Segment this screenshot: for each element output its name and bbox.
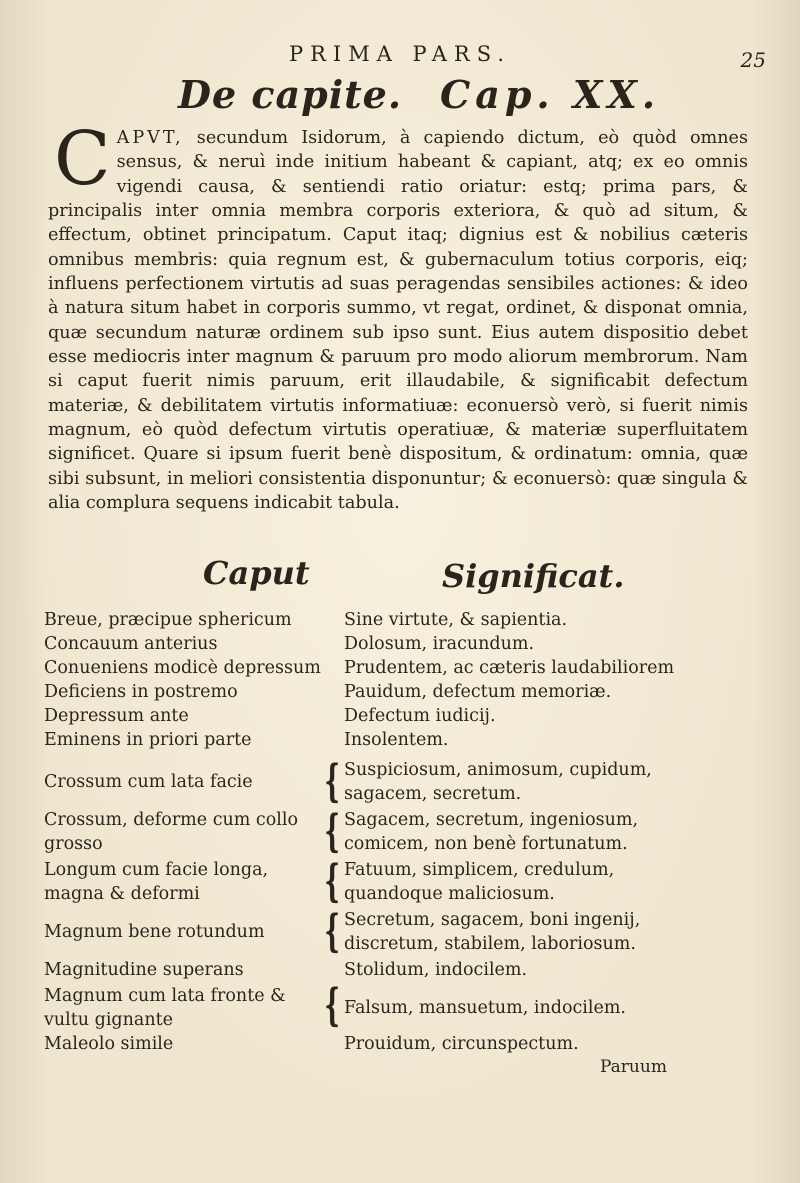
head-meaning: Falsum, mansuetum, indocilem. xyxy=(344,998,626,1018)
head-type: Magnitudine superans xyxy=(44,960,244,980)
drop-cap-initial: C xyxy=(54,116,111,202)
head-type: Conueniens modicè depressum xyxy=(44,658,321,678)
head-meaning: Stolidum, indocilem. xyxy=(344,960,528,980)
chapter-number: Cap. XX. xyxy=(440,72,661,117)
head-meaning: Insolentem. xyxy=(344,730,449,750)
head-type: Crossum cum lata facie xyxy=(44,772,253,792)
head-type: Magnum bene rotundum xyxy=(44,922,265,942)
head-meaning: Prudentem, ac cæteris laudabiliorem xyxy=(344,658,675,678)
head-meaning: Defectum iudicij. xyxy=(344,706,496,726)
catchword: Paruum xyxy=(600,1057,667,1077)
head-meaning: Pauidum, defectum memoriæ. xyxy=(344,682,612,702)
brace-glyph: { xyxy=(324,856,340,907)
head-type: Maleolo simile xyxy=(44,1034,174,1054)
lead-word: APVT, xyxy=(116,128,184,148)
brace-glyph: { xyxy=(324,906,340,957)
head-type: Concauum anterius xyxy=(44,634,218,654)
head-meaning: Sagacem, secretum, ingeniosum, comicem, non benè fortunatum. xyxy=(344,810,639,854)
paragraph-text: secundum Isidorum, à capiendo dictum, eò quòd omnes sensus, & neruì inde initium habeant & capiant, atq; ex eo omnis vigendi causa, & sentiendi ratio oriatur: estq; prima pars, & principalis inter omnia membra corporis exteriora, & quò ad situm, & effectum, obtinet principatum. Caput itaq; dignius est & nobilius cæteris omnibus membris: quia regnum est, & gubernaculum totius corporis, eiq; influens perfectionem virtutis ad suas peragendas sensibiles actiones: & ideo à natura situm habet in corporis summo, vt regat, ordinet, & disponat omnia, quæ secundum naturæ ordinem sub ipso sunt. Eius autem dispositio debet esse mediocris inter magnum & paruum pro modo aliorum membrorum. Nam si caput fuerit nimis paruum, erit illaudabile, & significabit defectum materiæ, & debilitatem virtutis informatiuæ: econuersò verò, si fuerit nimis magnum, eò quòd defectum virtutis operatiuæ, & materiæ superfluitatem significet. Quare si ipsum fuerit benè dispositum, & ordinatum: omnia, quæ sibi subsunt, in meliori consistentia disponuntur; & econuersò: quæ singula & alia complura sequens indicabit tabula. xyxy=(48,128,748,514)
body-paragraph xyxy=(48,116,748,516)
head-type: Deficiens in postremo xyxy=(44,682,238,702)
head-type: Breue, præcipue sphericum xyxy=(44,610,292,630)
brace-glyph: { xyxy=(324,756,340,807)
head-meaning: Prouidum, circunspectum. xyxy=(344,1034,579,1054)
head-meaning: Sine virtute, & sapientia. xyxy=(344,610,568,630)
brace-glyph: { xyxy=(324,980,340,1031)
table-head-significat: Significat. xyxy=(442,557,625,595)
head-type: Depressum ante xyxy=(44,706,189,726)
brace-glyph: { xyxy=(324,806,340,857)
head-meaning: Suspiciosum, animosum, cupidum, sagacem, secretum. xyxy=(344,760,652,804)
head-type: Magnum cum lata fronte & vultu gignante xyxy=(44,986,286,1030)
page-number: 25 xyxy=(740,48,766,72)
chapter-title: De capite. xyxy=(178,72,403,117)
head-meaning: Dolosum, iracundum. xyxy=(344,634,535,654)
running-head: PRIMA PARS. xyxy=(288,42,512,66)
head-meaning: Secretum, sagacem, boni ingenij, discretum, stabilem, laboriosum. xyxy=(344,910,641,954)
head-type: Crossum, deforme cum collo grosso xyxy=(44,810,298,854)
head-meaning: Fatuum, simplicem, credulum, quandoque maliciosum. xyxy=(344,860,615,904)
head-type: Longum cum facie longa, magna & deformi xyxy=(44,860,269,904)
head-type: Eminens in priori parte xyxy=(44,730,252,750)
table-head-caput: Caput xyxy=(203,554,310,592)
